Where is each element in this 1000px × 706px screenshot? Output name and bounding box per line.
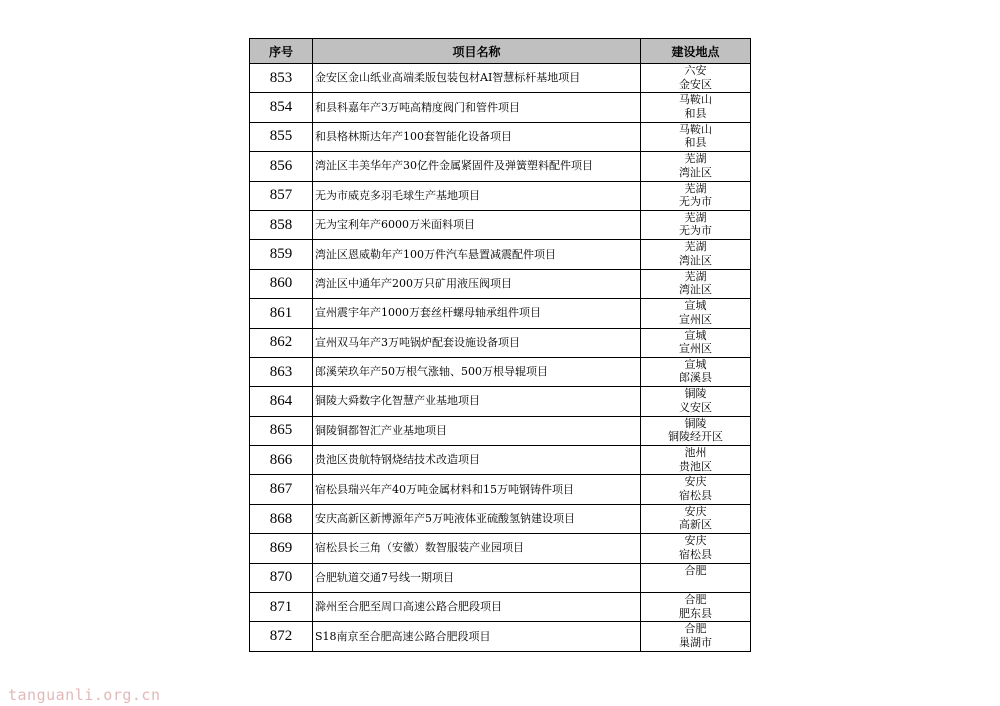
location-district: 金安区 [679,77,712,91]
location-cell [641,416,751,445]
location-district: 肥东县 [679,606,712,620]
location-cell [641,387,751,416]
table-row [250,122,751,151]
project-name-cell: 湾沚区中通年产200万只矿用液压阀项目 [313,269,641,298]
table-row [250,299,751,328]
serial-number-cell: 861 [250,299,313,328]
table-row [250,504,751,533]
serial-number-cell: 870 [250,563,313,592]
project-name-cell: 贵池区贵航特钢烧结技术改造项目 [313,446,641,475]
location-district: 贵池区 [679,459,712,473]
location-district: 和县 [684,136,707,150]
project-name-cell: 铜陵大舜数字化智慧产业基地项目 [313,387,641,416]
serial-number-cell: 862 [250,328,313,357]
table-row [250,357,751,386]
serial-number-cell: 871 [250,593,313,622]
location-cell [641,64,751,93]
serial-number-cell: 872 [250,622,313,651]
header-serial-number: 序号 [250,39,313,64]
location-cell [641,122,751,151]
location-district: 宿松县 [679,547,712,561]
serial-number-cell: 857 [250,181,313,210]
project-name-cell: 宿松县长三角（安徽）数智服装产业园项目 [313,534,641,563]
location-cell [641,181,751,210]
location-city: 芜湖 [684,152,707,166]
table-body [250,64,751,652]
location-cell [641,593,751,622]
table-row [250,534,751,563]
table-row [250,181,751,210]
location-city: 马鞍山 [679,93,712,107]
location-cell [641,622,751,651]
table-header-row [250,39,751,64]
project-name-cell: 和县格林斯达年产100套智能化设备项目 [313,122,641,151]
project-name-cell: 宣州双马年产3万吨锅炉配套设施设备项目 [313,328,641,357]
location-city: 铜陵 [684,416,707,430]
table-row [250,387,751,416]
serial-number-cell: 866 [250,446,313,475]
project-name-cell: 金安区金山纸业高端柔版包装包材AI智慧标杆基地项目 [313,64,641,93]
location-city: 宣城 [684,299,707,313]
project-name-cell: 湾沚区恩威勒年产100万件汽车悬置减震配件项目 [313,240,641,269]
project-table [249,38,751,652]
location-cell [641,299,751,328]
table-row [250,269,751,298]
location-city: 合肥 [684,593,707,607]
project-name-cell: 和县科嘉年产3万吨高精度阀门和管件项目 [313,93,641,122]
project-name-cell: 无为市威克多羽毛球生产基地项目 [313,181,641,210]
location-city: 芜湖 [684,269,707,283]
location-city: 马鞍山 [679,122,712,136]
location-cell [641,93,751,122]
location-district: 湾沚区 [679,165,712,179]
serial-number-cell: 856 [250,152,313,181]
table-row [250,240,751,269]
table-row [250,475,751,504]
location-city: 宣城 [684,357,707,371]
table-row [250,152,751,181]
serial-number-cell: 869 [250,534,313,563]
location-city: 安庆 [684,534,707,548]
location-city: 合肥 [684,622,707,636]
location-district: 宿松县 [679,488,712,502]
header-project-name: 项目名称 [313,39,641,64]
location-city: 安庆 [684,504,707,518]
location-cell [641,210,751,239]
table-row [250,446,751,475]
serial-number-cell: 854 [250,93,313,122]
project-name-cell: 合肥轨道交通7号线一期项目 [313,563,641,592]
project-name-cell: 湾沚区丰美华年产30亿件金属紧固件及弹簧塑料配件项目 [313,152,641,181]
project-name-cell: 郎溪荣玖年产50万根气涨轴、500万根导辊项目 [313,357,641,386]
location-district: 高新区 [679,518,712,532]
serial-number-cell: 864 [250,387,313,416]
table-row [250,622,751,651]
location-district: 郎溪县 [679,371,712,385]
location-district: 巢湖市 [679,635,712,649]
serial-number-cell: 859 [250,240,313,269]
table-row [250,416,751,445]
location-city: 芜湖 [684,240,707,254]
location-city: 宣城 [684,328,707,342]
location-cell [641,152,751,181]
site-watermark: tanguanli.org.cn [8,686,161,704]
project-name-cell: 铜陵铜都智汇产业基地项目 [313,416,641,445]
project-name-cell: 滁州至合肥至周口高速公路合肥段项目 [313,593,641,622]
location-district: 湾沚区 [679,283,712,297]
table-row [250,210,751,239]
location-district: 湾沚区 [679,253,712,267]
location-city: 芜湖 [684,210,707,224]
serial-number-cell: 867 [250,475,313,504]
location-city: 铜陵 [684,387,707,401]
location-district: 无为市 [679,195,712,209]
location-cell [641,328,751,357]
location-cell [641,563,751,592]
location-district: 宣州区 [679,342,712,356]
table-row [250,593,751,622]
location-cell [641,475,751,504]
location-district: 铜陵经开区 [668,430,723,444]
project-name-cell: 无为宝利年产6000万米面料项目 [313,210,641,239]
location-district: 和县 [684,106,707,120]
location-district: 宣州区 [679,312,712,326]
location-cell [641,269,751,298]
project-name-cell: 宣州震宇年产1000万套丝杆螺母轴承组件项目 [313,299,641,328]
location-cell [641,504,751,533]
location-district: 无为市 [679,224,712,238]
location-cell [641,534,751,563]
project-name-cell: S18南京至合肥高速公路合肥段项目 [313,622,641,651]
serial-number-cell: 868 [250,504,313,533]
serial-number-cell: 863 [250,357,313,386]
location-city: 池州 [684,446,707,460]
project-name-cell: 宿松县瑞兴年产40万吨金属材料和15万吨钢铸件项目 [313,475,641,504]
location-cell [641,446,751,475]
table-row [250,93,751,122]
serial-number-cell: 855 [250,122,313,151]
location-district: 义安区 [679,400,712,414]
location-cell [641,357,751,386]
table-row [250,64,751,93]
location-cell [641,240,751,269]
location-city: 合肥 [684,563,707,577]
header-location: 建设地点 [641,39,751,64]
project-name-cell: 安庆高新区新博源年产5万吨液体亚硫酸氢钠建设项目 [313,504,641,533]
table-row [250,563,751,592]
location-city: 安庆 [684,475,707,489]
serial-number-cell: 865 [250,416,313,445]
location-city: 芜湖 [684,181,707,195]
serial-number-cell: 858 [250,210,313,239]
serial-number-cell: 860 [250,269,313,298]
serial-number-cell: 853 [250,64,313,93]
location-city: 六安 [684,64,707,77]
table-row [250,328,751,357]
